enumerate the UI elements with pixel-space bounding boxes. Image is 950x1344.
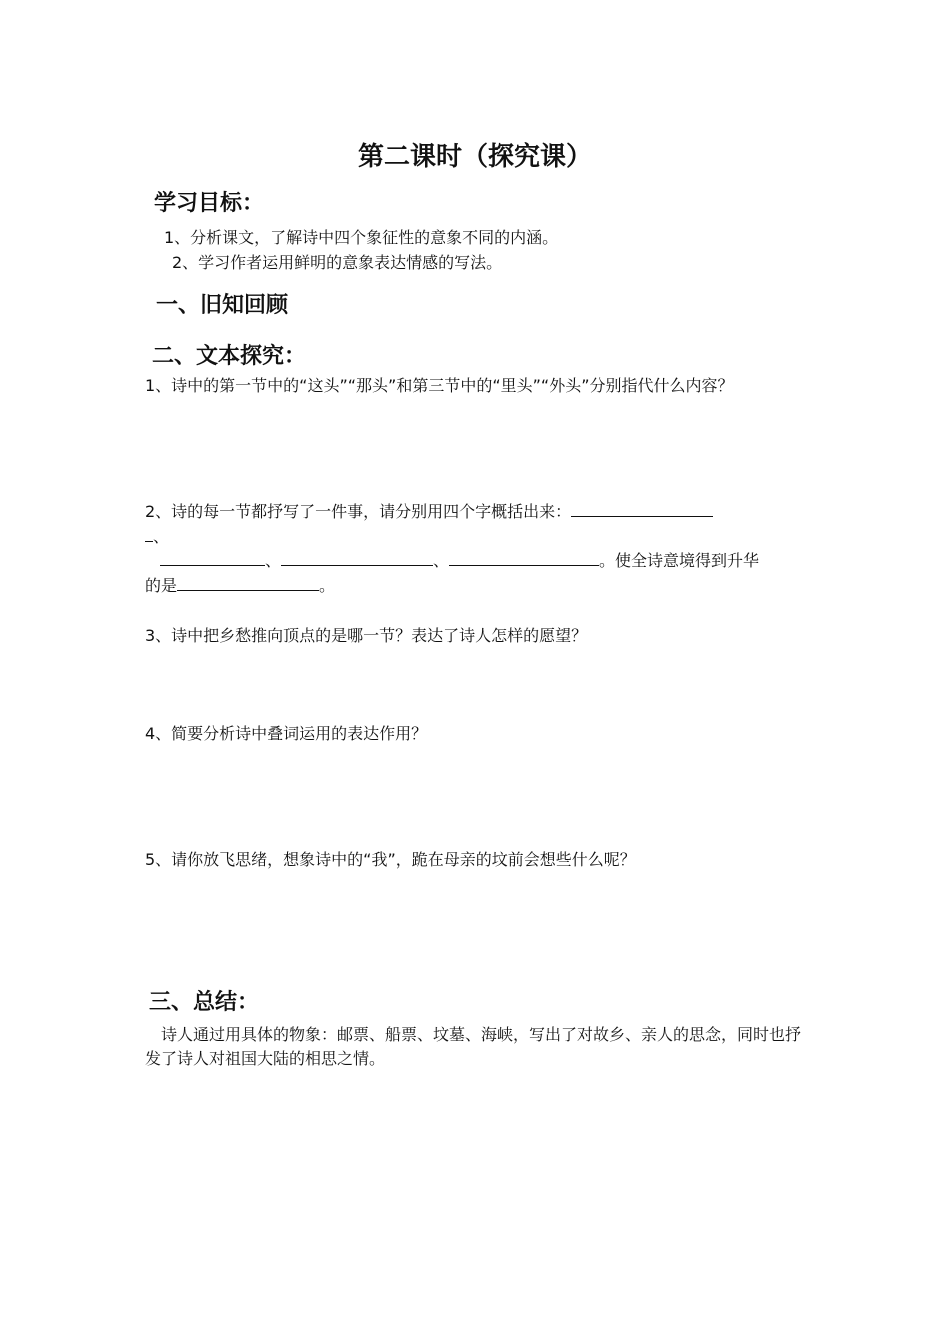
question-2-line-1 [145,500,713,524]
separator: 、 [153,527,170,546]
answer-blank-1[interactable] [571,502,713,517]
question-2-line-2 [145,525,169,549]
answer-blank-2[interactable] [160,551,265,566]
question-2-text-continued: 。使全诗意境得到升华 [599,551,760,570]
page-title: 第二课时（探究课） [357,142,592,172]
answer-blank-3[interactable] [281,551,433,566]
question-2-line-3 [160,549,759,573]
answer-blank-1-continued[interactable] [145,527,153,542]
answer-blank-4[interactable] [449,551,599,566]
objectives-heading: 学习目标： [154,191,265,216]
question-4: 4、简要分析诗中叠词运用的表达作用？ [145,724,428,743]
question-5: 5、请你放飞思绪，想象诗中的“我”，跪在母亲的坟前会想些什么呢？ [145,850,636,869]
section-review-heading: 一、旧知回顾 [156,293,289,318]
separator: 、 [265,551,282,570]
question-1: 1、诗中的第一节中的“这头”“那头”和第三节中的“里头”“外头”分别指代什么内容？ [145,376,734,395]
period: 。 [319,576,336,595]
objective-item-1: 1、分析课文，了解诗中四个象征性的意象不同的内涵。 [164,228,559,247]
question-3: 3、诗中把乡愁推向顶点的是哪一节？表达了诗人怎样的愿望？ [145,626,588,645]
question-2-text-end: 的是 [145,576,178,595]
section-text-inquiry-heading: 二、文本探究： [152,344,307,369]
objective-item-2: 2、学习作者运用鲜明的意象表达情感的写法。 [172,253,503,272]
section-summary-heading: 三、总结： [149,990,260,1015]
question-2-text: 2、诗的每一节都抒写了一件事，请分别用四个字概括出来： [145,502,572,521]
question-2-line-4 [145,574,335,598]
summary-paragraph: 诗人通过用具体的物象：邮票、船票、坟墓、海峡，写出了对故乡、亲人的思念，同时也抒发了诗人对祖国大陆的相思之情。 [145,1025,802,1068]
answer-blank-5[interactable] [177,576,319,591]
separator: 、 [433,551,450,570]
